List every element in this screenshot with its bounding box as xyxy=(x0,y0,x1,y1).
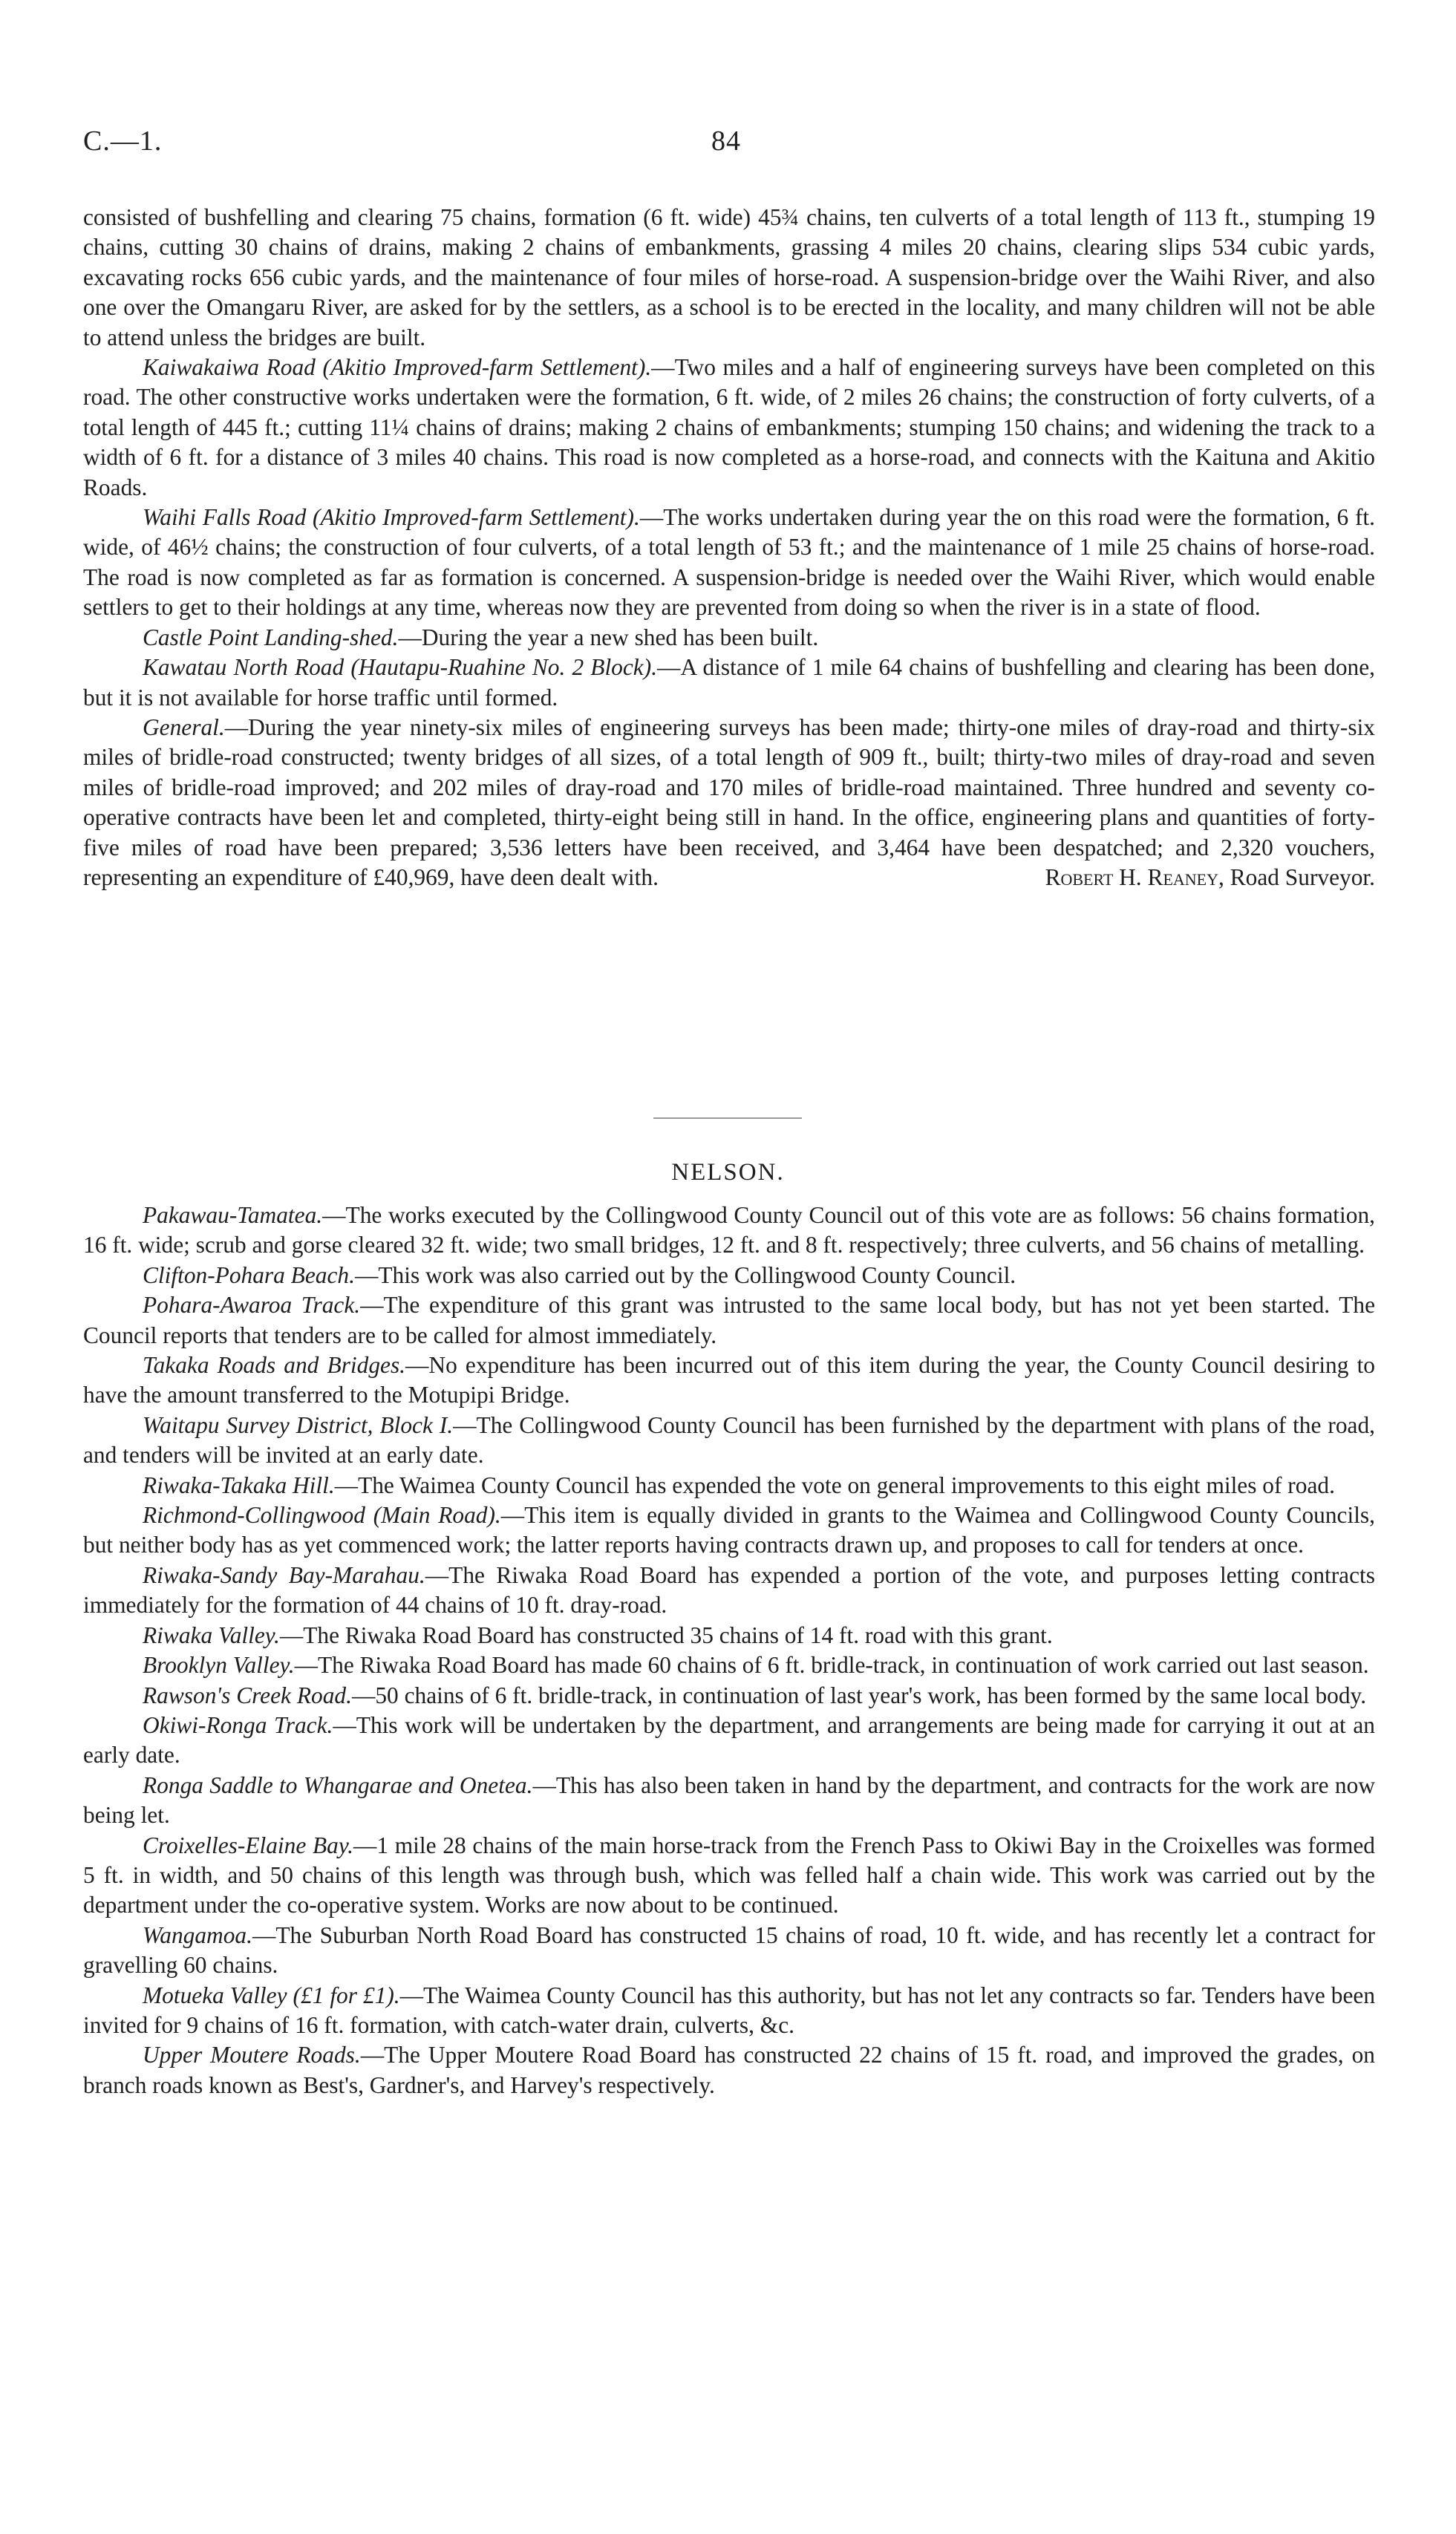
paragraph-waihi-falls-road xyxy=(83,503,1375,623)
item-text: —50 chains of 6 ft. bridle-track, in continuation of last year's work, has been formed by the same local body. xyxy=(351,1682,1367,1708)
signature xyxy=(986,863,1375,892)
item-text: —The Upper Moutere Road Board has constructed 22 chains of 15 ft. road, and improved the grades, on branch roads known as Best's, Gardner's, and Harvey's respectively. xyxy=(83,2042,1376,2098)
item-heading: Richmond-Collingwood (Main Road). xyxy=(143,1502,501,1529)
page-header xyxy=(83,125,1374,169)
item-text: —The Riwaka Road Board has expended a portion of the vote, and purposes letting contracts immediately for the formation of 44 chains of 10 ft. dray-road. xyxy=(83,1561,1375,1619)
item-heading: Kaiwakaiwa Road (Akitio Improved-farm Settlement). xyxy=(143,354,652,381)
item-text: —Two miles and a half of engineering surveys have been completed on this road. The other constructive works undertaken were the formation, 6 ft. wide, of 2 miles 26 chains; the construction of forty culverts, of a total length of 445 ft.; cutting 11¼ chains of drains; making 2 chains of embankments; stumping 150 chains; and widening the track to a width of 6 ft. for a distance of 3 miles 40 chains. This road is now completed as a horse-road, and connects with the Kaituna and Akitio Roads. xyxy=(83,354,1375,500)
paragraph-waitapu-survey xyxy=(83,1411,1375,1471)
item-text: —The Riwaka Road Board has made 60 chains of 6 ft. bridle-track, in continuation of work carried out last season. xyxy=(294,1652,1369,1679)
paragraph-pohara-awaroa xyxy=(83,1290,1375,1351)
item-heading: Wangamoa. xyxy=(143,1921,252,1948)
paragraph-riwaka-takaka xyxy=(83,1471,1375,1501)
paragraph-okiwi-ronga xyxy=(83,1711,1375,1771)
paragraph-kaiwakaiwa-road xyxy=(83,353,1375,503)
item-heading: Motueka Valley (£1 for £1). xyxy=(143,1982,400,2008)
item-text: —The Suburban North Road Board has constructed 15 chains of road, 10 ft. wide, and has recently let a contract for gravelling 60 chains. xyxy=(83,1921,1375,1979)
item-heading: Croixelles-Elaine Bay. xyxy=(143,1832,353,1858)
item-text: —During the year ninety-six miles of engineering surveys has been made; thirty-one miles of dray-road and thirty-six miles of bridle-road constructed; twenty bridges of all sizes, of a total length of 909 ft., built; thirty-two miles of dray-road and seven miles of bridle-road improved; and 202 miles of dray-road and 170 miles of bridle-road maintained. Three hundred and seventy co-operative contracts have been let and completed, thirty-eight being still in hand. In the office, engineering plans and quantities of forty-five miles of road have been prepared; 3,536 letters have been received, and 3,464 have been despatched; and 2,320 vouchers, representing an expenditure of £40,969, have deen dealt with. xyxy=(83,713,1375,890)
item-heading: Riwaka Valley. xyxy=(143,1622,280,1648)
item-text: —The expenditure of this grant was intrusted to the same local body, but has not yet been started. The Council reports that tenders are to be called for almost immediately. xyxy=(83,1292,1376,1348)
item-text: —No expenditure has been incurred out of this item during the year, the County Council desiring to have the amount transferred to the Motupipi Bridge. xyxy=(83,1352,1375,1408)
paragraph-clifton-pohara xyxy=(83,1261,1375,1290)
paragraph-wangamoa xyxy=(83,1921,1375,1981)
item-text: —1 mile 28 chains of the main horse-track from the French Pass to Okiwi Bay in the Croixelles was formed 5 ft. in width, and 50 chains of this length was through bush, which was felled half a chain wide. This work was carried out by the department under the co-operative system. Works are now about to be continued. xyxy=(83,1832,1375,1919)
item-text: —The Riwaka Road Board has constructed 35 chains of 14 ft. road with this grant. xyxy=(279,1622,1053,1648)
paragraph-kawatau-north-road xyxy=(83,653,1375,713)
item-heading: Waihi Falls Road (Akitio Improved-farm Settlement). xyxy=(143,504,640,531)
item-heading: Clifton-Pohara Beach. xyxy=(143,1261,355,1288)
item-heading: Castle Point Landing-shed. xyxy=(143,624,399,650)
item-heading: Ronga Saddle to Whangarae and Onetea. xyxy=(143,1771,533,1798)
paragraph-riwaka-valley xyxy=(83,1621,1375,1650)
wellington-continuation xyxy=(83,203,1375,892)
item-heading: Takaka Roads and Bridges. xyxy=(143,1352,406,1379)
paragraph-riwaka-sandy-bay xyxy=(83,1561,1375,1621)
paragraph-takaka-roads xyxy=(83,1351,1375,1411)
item-text: —This work was also carried out by the Collingwood County Council. xyxy=(354,1261,1016,1288)
item-heading: Pakawau-Tamatea. xyxy=(143,1202,323,1228)
paragraph-ronga-saddle xyxy=(83,1771,1375,1831)
document-reference: C.—1. xyxy=(83,125,163,157)
item-heading: Brooklyn Valley. xyxy=(143,1652,295,1679)
item-heading: Riwaka-Sandy Bay-Marahau. xyxy=(143,1561,425,1588)
paragraph-richmond-collingwood xyxy=(83,1501,1375,1561)
item-text: —The works executed by the Collingwood County Council out of this vote are as follows: 56 chains formation, 16 ft. wide; scrub and gorse cleared 32 ft. wide; two small bridges, 12 ft. and 8 ft. respectively; three culverts, and 56 chains of metalling. xyxy=(83,1202,1375,1258)
item-text: —This has also been taken in hand by the department, and contracts for the work are now being let. xyxy=(83,1771,1375,1829)
paragraph-upper-moutere xyxy=(83,2040,1375,2100)
section-divider xyxy=(653,1117,802,1119)
item-heading: Pohara-Awaroa Track. xyxy=(143,1292,361,1319)
item-heading: Riwaka-Takaka Hill. xyxy=(143,1472,335,1498)
signature-name: Robert H. Reaney, xyxy=(1045,863,1224,890)
item-heading: General. xyxy=(143,713,225,740)
paragraph-brooklyn-valley xyxy=(83,1650,1375,1680)
paragraph-motueka-valley xyxy=(83,1981,1375,2041)
item-text: —A distance of 1 mile 64 chains of bushfelling and clearing has been done, but it is not available for horse traffic until formed. xyxy=(83,654,1375,711)
paragraph-pakawau-tamatea xyxy=(83,1201,1375,1261)
item-text: —The Collingwood County Council has been furnished by the department with plans of the road, and tenders will be invited at an early date. xyxy=(83,1411,1375,1469)
page-number: 84 xyxy=(711,125,741,157)
nelson-section xyxy=(83,1201,1375,2100)
item-text: —The works undertaken during year the on this road were the formation, 6 ft. wide, of 46½ chains; the construction of four culverts, of a total length of 53 ft.; and the maintenance of 1 mile 25 chains of horse-road. The road is now completed as far as formation is concerned. A suspension-bridge is needed over the Waihi River, which would enable settlers to get to their holdings at any time, whereas now they are prevented from doing so when the river is in a state of flood. xyxy=(83,504,1375,621)
paragraph-croixelles-elaine xyxy=(83,1831,1375,1921)
item-text: —This item is equally divided in grants to the Waimea and Collingwood County Councils, but neither body has as yet commenced work; the latter reports having contracts drawn up, and proposes to call for tenders at once. xyxy=(83,1502,1376,1558)
paragraph-general xyxy=(83,713,1375,892)
signature-title: Road Surveyor. xyxy=(1230,863,1375,890)
item-heading: Upper Moutere Roads. xyxy=(143,2042,361,2068)
item-text: —The Waimea County Council has expended the vote on general improvements to this eight miles of road. xyxy=(334,1472,1335,1498)
item-text: —The Waimea County Council has this authority, but has not let any contracts so far. Tenders have been invited for 9 chains of 16 ft. formation, with catch-water drain, culverts, &c. xyxy=(83,1982,1376,2038)
item-text: —This work will be undertaken by the department, and arrangements are being made for carrying it out at an early date. xyxy=(83,1711,1376,1769)
section-title-nelson: NELSON. xyxy=(671,1159,785,1186)
item-heading: Rawson's Creek Road. xyxy=(143,1682,352,1708)
item-heading: Waitapu Survey District, Block I. xyxy=(143,1411,454,1438)
item-text: —During the year a new shed has been built. xyxy=(398,624,819,650)
paragraph-rawsons-creek xyxy=(83,1681,1375,1711)
item-heading: Okiwi-Ronga Track. xyxy=(143,1711,333,1738)
item-heading: Kawatau North Road (Hautapu-Ruahine No. 2 Block). xyxy=(143,654,658,681)
paragraph-castle-point xyxy=(83,623,1375,653)
continued-paragraph: consisted of bushfelling and clearing 75 chains, formation (6 ft. wide) 45¾ chains, ten culverts of a total length of 113 ft., stumping 19 chains, cutting 30 chains of drains, making 2 chains of embankments, grassing 4 miles 20 chains, clearing slips 534 cubic yards, excavating rocks 656 cubic yards, and the maintenance of four miles of horse-road. A suspension-bridge over the Waihi River, and also one over the Omangaru River, are asked for by the settlers, as a school is to be erected in the locality, and many children will not be able to attend unless the bridges are built. xyxy=(83,204,1375,350)
